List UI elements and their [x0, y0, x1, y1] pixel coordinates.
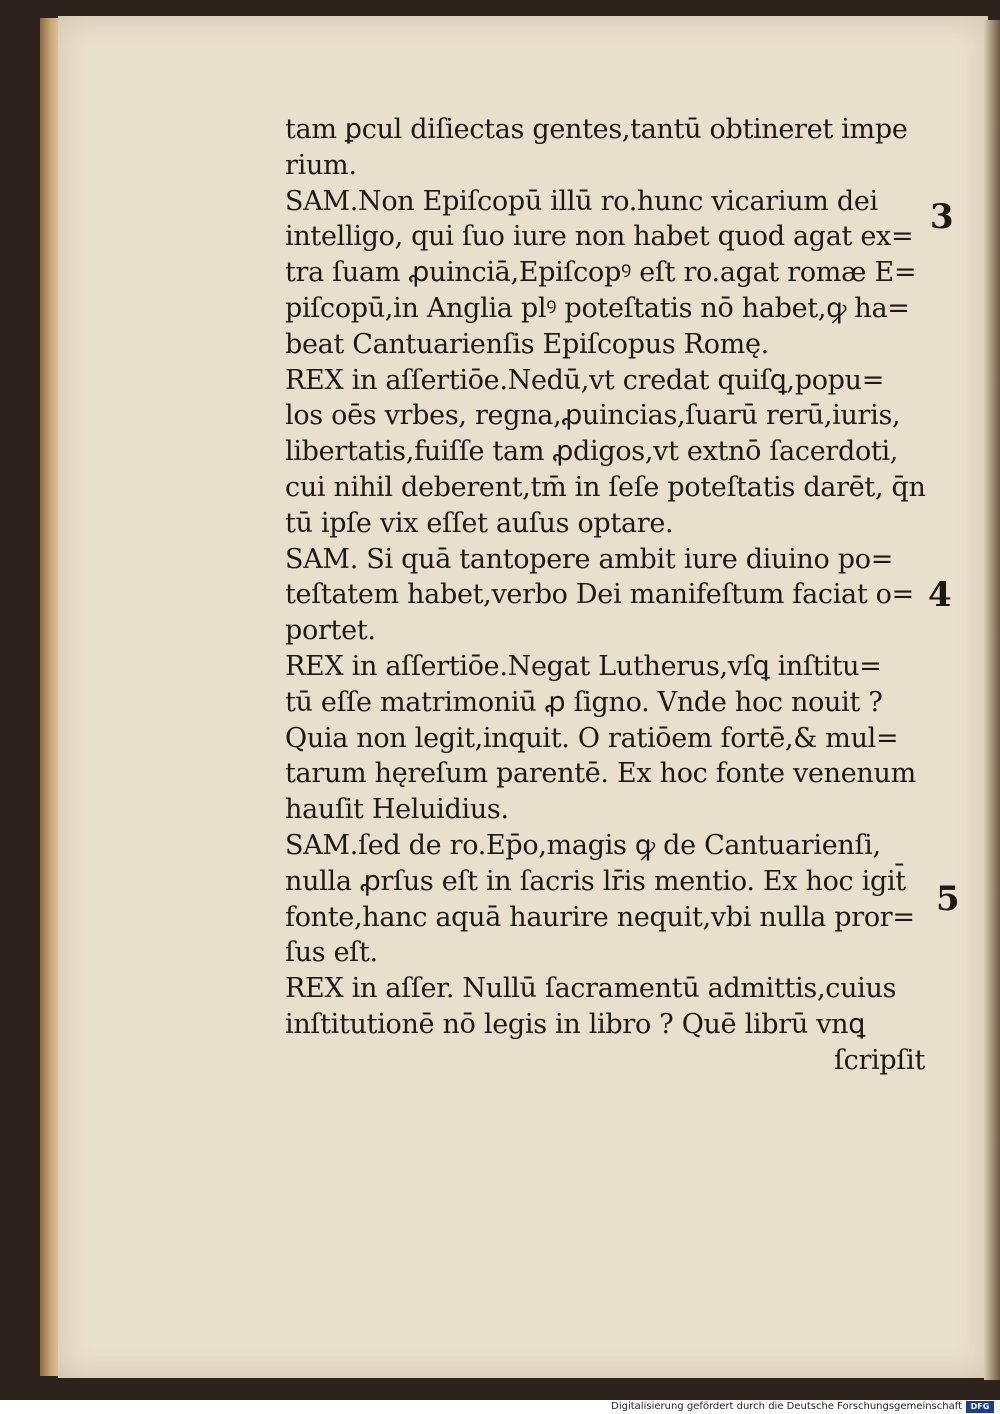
catchword: ſcripſit: [833, 1044, 925, 1076]
dfg-logo: DFG: [966, 1401, 994, 1413]
text-line: SAM. Si quā tantopere ambit iure diuino po=: [285, 543, 894, 575]
text-line: intelligo, qui ſuo iure non habet quod agat ex=: [285, 221, 914, 253]
text-line: cui nihil deberent,tm̄ in ſeſe poteſtatis darēt, q̄n: [285, 471, 926, 503]
footer-credit: Digitalisierung gefördert durch die Deutsche Forschungsgemeinschaft: [611, 1401, 962, 1412]
text-block: [285, 112, 935, 1079]
text-line: hauſit Heluidius.: [285, 794, 509, 826]
text-line: tra ſuam ꝓuinciā,Epiſcopꝰ eſt ro.agat romæ E=: [285, 257, 917, 289]
text-line: Quia non legit,inquit. O ratiōem fortē,& mul=: [285, 722, 899, 754]
text-line: beat Cantuarienſis Epiſcopus Romę.: [285, 328, 769, 360]
text-line: tarum hęreſum parentē. Ex hoc fonte venenum: [285, 758, 916, 790]
text-line: REX in aſſertiōe.Negat Lutherus,vſꝗ inſtitu=: [285, 650, 882, 682]
text-line: tū ipſe vix eſſet auſus optare.: [285, 507, 674, 539]
text-line: teſtatem habet,verbo Dei manifeſtum faciat o=: [285, 579, 914, 611]
text-line: libertatis,fuiſſe tam ꝓdigos,vt extnō ſacerdoti,: [285, 436, 899, 468]
text-line: nulla ꝓrſus eſt in ſacris lr̄is mentio. Ex hoc igit̄: [285, 865, 906, 897]
text-line: ſus eſt.: [285, 937, 378, 969]
text-line: inſtitutionē nō legis in libro ? Quē librū vnꝗ: [285, 1008, 866, 1040]
page-edge-right: [984, 20, 1000, 1380]
margin-number: 5: [936, 879, 960, 919]
margin-number: 4: [928, 575, 952, 615]
text-line: REX in aſſertiōe.Nedū,vt credat quiſꝗ,popu=: [285, 364, 885, 396]
text-line: SAM.ſed de ro.Ep̄o,magis ꝙ de Cantuarienſi,: [285, 829, 881, 861]
text-line: REX in aſſer. Nullū ſacramentū admittis,cuius: [285, 973, 897, 1005]
text-line: fonte,hanc aquā haurire nequit,vbi nulla pror=: [285, 901, 915, 933]
footer-bar: [0, 1400, 1000, 1414]
text-line: SAM.Non Epiſcopū illū ro.hunc vicarium dei: [285, 185, 878, 217]
margin-number: 3: [930, 197, 954, 237]
text-line: tam ꝑcul diſiectas gentes,tantū obtineret impe: [285, 114, 908, 145]
text-line: los oēs vrbes, regna,ꝓuincias,ſuarū rerū,iuris,: [285, 400, 901, 432]
text-line: piſcopū,in Anglia plꝰ poteſtatis nō habet,ꝙ ha=: [285, 292, 910, 324]
text-line: rium.: [285, 149, 357, 181]
text-line: tū eſſe matrimoniū ꝓ ſigno. Vnde hoc nouit ?: [285, 686, 883, 718]
text-line: portet.: [285, 615, 376, 647]
